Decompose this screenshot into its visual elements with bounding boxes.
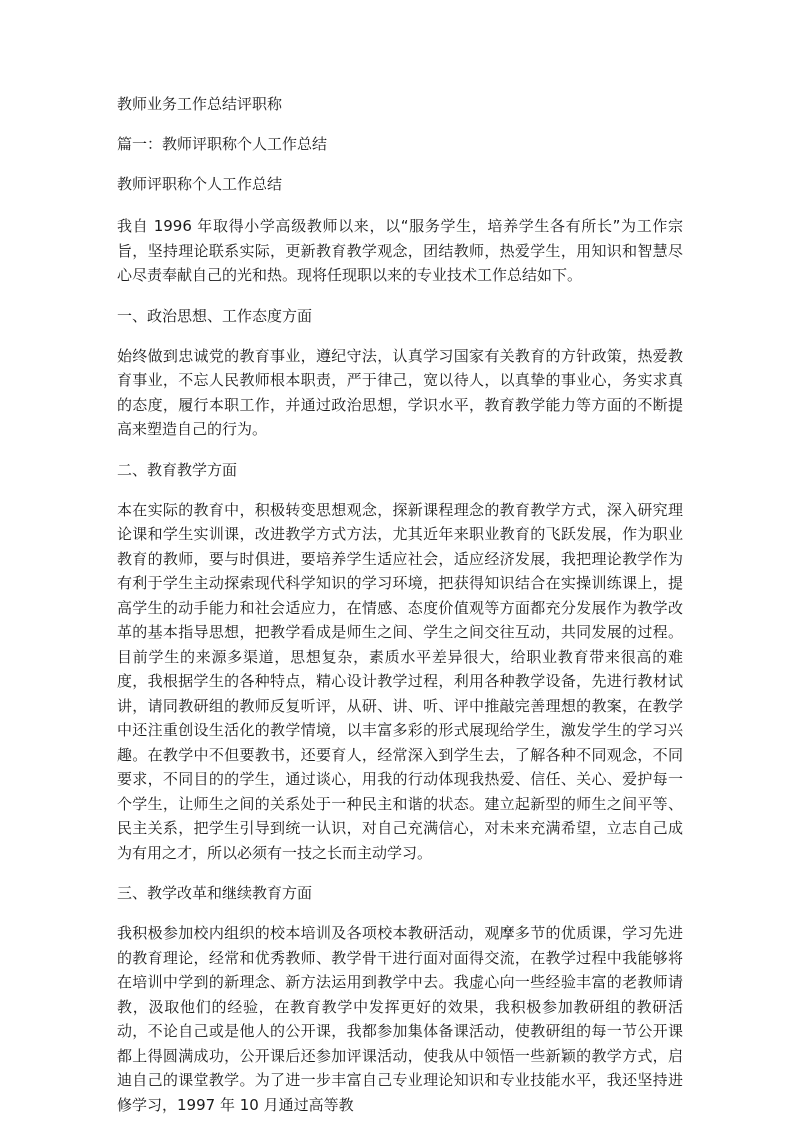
section-heading-teaching: 二、教育教学方面 xyxy=(117,460,238,479)
section-body-reform: 我积极参加校内组织的校本培训及各项校本教研活动，观摩多节的优质课，学习先进的教育理论，经常和优秀教师、教学骨干进行面对面得交流，在教学过程中我能够将在培训中学到的新理念、新方法运用到教学中去。我虚心向一些经验丰富的老教师请教，汲取他们的经验，在教育教学中发挥更好的效果，我积极参加教研组的教研活动，不论自己或是他人的公开课，我都参加集体备课活动，使教研组的每一节公开课都上得圆满成功，公开课后还参加评课活动，使我从中领悟一些新颖的教学方式，启迪自己的课堂教学。为了进一步丰富自己专业理论知识和专业技能水平，我还坚持进修学习，1997 年 10 月通过高等教 xyxy=(117,924,683,1114)
document-page xyxy=(117,94,683,1135)
section-heading-political: 一、政治思想、工作态度方面 xyxy=(117,306,313,325)
section-heading-reform: 三、教学改革和继续教育方面 xyxy=(117,884,313,902)
section-body-political: 始终做到忠诚党的教育事业，遵纪守法，认真学习国家有关教育的方针政策，热爱教育事业，不忘人民教师根本职责，严于律己，宽以待人，以真挚的事业心，务实求真的态度，履行本职工作，并通过政治思想，学识水平，教育教学能力等方面的不断提高来塑造自己的行为。 xyxy=(117,346,683,438)
article-title: 篇一：教师评职称个人工作总结 xyxy=(117,135,328,153)
intro-paragraph: 我自 1996 年取得小学高级教师以来，以“服务学生，培养学生各有所长”为工作宗旨，坚持理论联系实际，更新教育教学观念，团结教师，热爱学生，用知识和智慧尽心尽责奉献自己的光和热。现将任现职以来的专业技术工作总结如下。 xyxy=(117,217,683,284)
section-body-teaching: 本在实际的教育中，积极转变思想观念，探新课程理念的教育教学方式，深入研究理论课和学生实训课，改进教学方式方法，尤其近年来职业教育的飞跃发展，作为职业教育的教师，要与时俱进，要培养学生适应社会，适应经济发展，我把理论教学作为有利于学生主动探索现代科学知识的学习环境，把获得知识结合在实操训练课上，提高学生的动手能力和社会适应力，在情感、态度价值观等方面都充分发展作为教学改革的基本指导思想，把教学看成是师生之间、学生之间交往互动，共同发展的过程。目前学生的来源多渠道，思想复杂，素质水平差异很大，给职业教育带来很高的难度，我根据学生的各种特点，精心设计教学过程，利用各种教学设备，先进行教材试讲，请同教研组的教师反复听评，从研、讲、听、评中推敲完善理想的教案，在教学中还注重创设生活化的教学情境，以丰富多彩的形式展现给学生，激发学生的学习兴趣。在教学中不但要教书，还要育人，经常深入到学生去，了解各种不同观念，不同要求，不同目的的学生，通过谈心，用我的行动体现我热爱、信任、关心、爱护每一个学生，让师生之间的关系处于一种民主和谐的状态。建立起新型的师生之间平等、民主关系，把学生引导到统一认识，对自己充满信心，对未来充满希望，立志自己成为有用之才，所以必须有一技之长而主动学习。 xyxy=(117,500,683,862)
document-title: 教师业务工作总结评职称 xyxy=(117,95,283,113)
article-subtitle: 教师评职称个人工作总结 xyxy=(117,175,283,193)
